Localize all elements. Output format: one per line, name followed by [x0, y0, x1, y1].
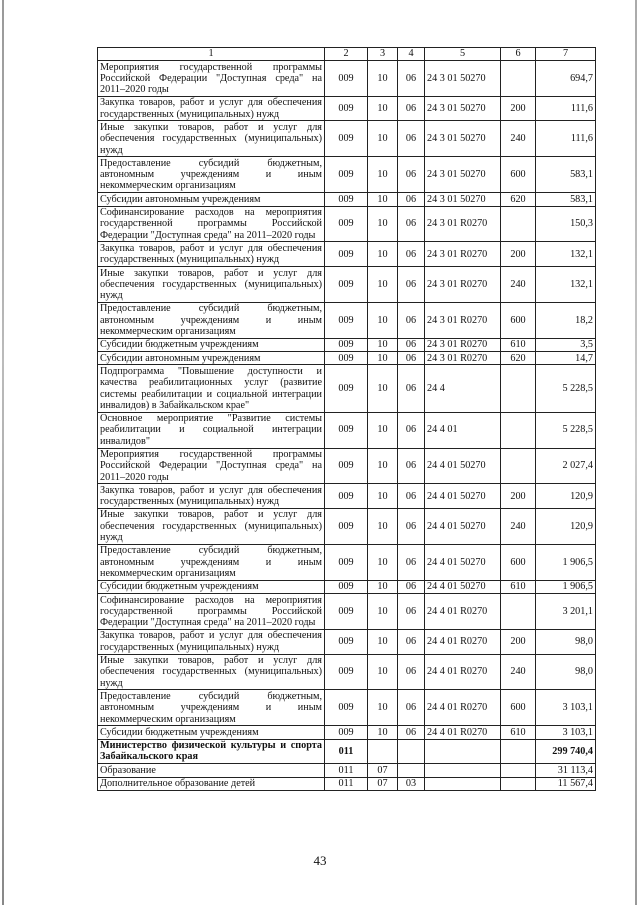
- cell-name: Предоставление субсидий бюджетным, автономным учреждениям и иным некоммерческим организациям: [98, 690, 325, 726]
- table-row: [98, 193, 596, 206]
- cell-name: Софинансирование расходов на мероприятия государственной программы Российской Федерации "Доступная среда" на 2011–2020 годы: [98, 594, 325, 630]
- cell-expense-type: 200: [501, 242, 536, 267]
- table-row: [98, 412, 596, 448]
- cell-admin-code: 009: [325, 544, 368, 580]
- cell-section: 10: [368, 629, 398, 654]
- table-row: [98, 365, 596, 412]
- cell-admin-code: 009: [325, 242, 368, 267]
- header-col-6: 6: [501, 48, 536, 61]
- cell-name: Мероприятия государственной программы Российской Федерации "Доступная среда" на 2011–2020 годы: [98, 61, 325, 97]
- header-col-1: 1: [98, 48, 325, 61]
- cell-expense-type: 200: [501, 629, 536, 654]
- table-row: [98, 338, 596, 351]
- cell-subsection: 06: [398, 96, 425, 121]
- cell-target-article: 24 4: [425, 365, 501, 412]
- cell-expense-type: 620: [501, 193, 536, 206]
- cell-subsection: 06: [398, 242, 425, 267]
- cell-admin-code: 011: [325, 739, 368, 764]
- cell-target-article: 24 4 01 R0270: [425, 726, 501, 739]
- cell-section: 10: [368, 484, 398, 509]
- cell-expense-type: [501, 365, 536, 412]
- cell-amount: 583,1: [536, 193, 596, 206]
- cell-expense-type: 600: [501, 544, 536, 580]
- table-row: [98, 654, 596, 690]
- cell-amount: 1 906,5: [536, 580, 596, 593]
- cell-target-article: 24 4 01 R0270: [425, 594, 501, 630]
- cell-section: 10: [368, 302, 398, 338]
- cell-admin-code: 009: [325, 508, 368, 544]
- cell-amount: 98,0: [536, 654, 596, 690]
- cell-section: 10: [368, 412, 398, 448]
- cell-target-article: 24 4 01 50270: [425, 544, 501, 580]
- table-row: [98, 690, 596, 726]
- cell-subsection: 06: [398, 544, 425, 580]
- cell-amount: 3 103,1: [536, 690, 596, 726]
- cell-section: 10: [368, 448, 398, 484]
- cell-amount: 111,6: [536, 96, 596, 121]
- cell-admin-code: 009: [325, 267, 368, 303]
- cell-name: Иные закупки товаров, работ и услуг для обеспечения государственных (муниципальных) нужд: [98, 121, 325, 157]
- cell-section: 10: [368, 726, 398, 739]
- cell-target-article: 24 4 01 50270: [425, 484, 501, 509]
- cell-amount: 120,9: [536, 484, 596, 509]
- table-body: [98, 61, 596, 791]
- cell-amount: 98,0: [536, 629, 596, 654]
- cell-section: 10: [368, 365, 398, 412]
- table-row: [98, 777, 596, 790]
- cell-admin-code: 009: [325, 96, 368, 121]
- cell-section: 10: [368, 193, 398, 206]
- table-row: [98, 121, 596, 157]
- cell-subsection: 06: [398, 61, 425, 97]
- cell-admin-code: 009: [325, 654, 368, 690]
- cell-name: Субсидии автономным учреждениям: [98, 193, 325, 206]
- cell-expense-type: [501, 594, 536, 630]
- cell-target-article: 24 3 01 50270: [425, 96, 501, 121]
- cell-section: 10: [368, 61, 398, 97]
- cell-name: Подпрограмма "Повышение доступности и качества реабилитационных услуг (развитие системы реабилитации и социальной интеграции инвалидов) в Забайкальском крае": [98, 365, 325, 412]
- cell-expense-type: 240: [501, 121, 536, 157]
- cell-subsection: 06: [398, 508, 425, 544]
- cell-section: 10: [368, 654, 398, 690]
- header-col-4: 4: [398, 48, 425, 61]
- cell-subsection: 06: [398, 726, 425, 739]
- cell-target-article: [425, 764, 501, 777]
- table-header-row: [98, 48, 596, 61]
- cell-amount: 694,7: [536, 61, 596, 97]
- cell-name: Субсидии бюджетным учреждениям: [98, 726, 325, 739]
- cell-expense-type: 240: [501, 267, 536, 303]
- cell-admin-code: 009: [325, 157, 368, 193]
- table-row: [98, 157, 596, 193]
- cell-expense-type: 600: [501, 302, 536, 338]
- table-row: [98, 580, 596, 593]
- cell-subsection: 06: [398, 365, 425, 412]
- cell-expense-type: 620: [501, 352, 536, 365]
- table-row: [98, 508, 596, 544]
- table-row: [98, 242, 596, 267]
- cell-subsection: 06: [398, 193, 425, 206]
- cell-admin-code: 009: [325, 412, 368, 448]
- cell-admin-code: 011: [325, 777, 368, 790]
- cell-name: Субсидии бюджетным учреждениям: [98, 580, 325, 593]
- cell-section: 10: [368, 157, 398, 193]
- table-row: [98, 448, 596, 484]
- cell-subsection: 06: [398, 157, 425, 193]
- cell-amount: 583,1: [536, 157, 596, 193]
- scan-edge-right: [635, 0, 637, 905]
- cell-target-article: 24 4 01 R0270: [425, 654, 501, 690]
- cell-amount: 3 103,1: [536, 726, 596, 739]
- cell-amount: 3 201,1: [536, 594, 596, 630]
- cell-subsection: 06: [398, 594, 425, 630]
- cell-target-article: 24 3 01 R0270: [425, 267, 501, 303]
- cell-target-article: 24 4 01 R0270: [425, 690, 501, 726]
- cell-subsection: 06: [398, 412, 425, 448]
- cell-admin-code: 009: [325, 594, 368, 630]
- cell-section: 10: [368, 121, 398, 157]
- cell-section: 10: [368, 508, 398, 544]
- page-number: 43: [313, 853, 327, 868]
- cell-target-article: 24 3 01 R0270: [425, 242, 501, 267]
- budget-table: [97, 47, 596, 791]
- cell-expense-type: 240: [501, 654, 536, 690]
- cell-admin-code: 009: [325, 690, 368, 726]
- cell-amount: 2 027,4: [536, 448, 596, 484]
- cell-expense-type: [501, 764, 536, 777]
- cell-name: Субсидии автономным учреждениям: [98, 352, 325, 365]
- cell-name: Субсидии бюджетным учреждениям: [98, 338, 325, 351]
- cell-target-article: 24 4 01 R0270: [425, 629, 501, 654]
- cell-expense-type: [501, 739, 536, 764]
- cell-name: Министерство физической культуры и спорта Забайкальского края: [98, 739, 325, 764]
- cell-name: Закупка товаров, работ и услуг для обеспечения государственных (муниципальных) нужд: [98, 242, 325, 267]
- cell-subsection: 06: [398, 448, 425, 484]
- cell-admin-code: 009: [325, 302, 368, 338]
- cell-subsection: 06: [398, 690, 425, 726]
- header-col-3: 3: [368, 48, 398, 61]
- cell-expense-type: 610: [501, 726, 536, 739]
- cell-amount: 111,6: [536, 121, 596, 157]
- cell-target-article: 24 3 01 R0270: [425, 338, 501, 351]
- cell-amount: 299 740,4: [536, 739, 596, 764]
- cell-expense-type: [501, 206, 536, 242]
- table-row: [98, 594, 596, 630]
- cell-admin-code: 009: [325, 61, 368, 97]
- cell-subsection: 06: [398, 654, 425, 690]
- cell-target-article: 24 3 01 50270: [425, 121, 501, 157]
- cell-amount: 1 906,5: [536, 544, 596, 580]
- cell-admin-code: 009: [325, 365, 368, 412]
- cell-section: 07: [368, 764, 398, 777]
- table-row: [98, 629, 596, 654]
- cell-amount: 14,7: [536, 352, 596, 365]
- cell-admin-code: 009: [325, 121, 368, 157]
- cell-amount: 5 228,5: [536, 412, 596, 448]
- cell-target-article: 24 3 01 R0270: [425, 206, 501, 242]
- table-row: [98, 544, 596, 580]
- cell-subsection: 06: [398, 302, 425, 338]
- cell-name: Иные закупки товаров, работ и услуг для обеспечения государственных (муниципальных) нужд: [98, 654, 325, 690]
- table-row: [98, 726, 596, 739]
- cell-subsection: 06: [398, 629, 425, 654]
- cell-admin-code: 009: [325, 726, 368, 739]
- cell-section: 10: [368, 352, 398, 365]
- cell-amount: 3,5: [536, 338, 596, 351]
- cell-admin-code: 009: [325, 580, 368, 593]
- cell-name: Закупка товаров, работ и услуг для обеспечения государственных (муниципальных) нужд: [98, 484, 325, 509]
- cell-name: Закупка товаров, работ и услуг для обеспечения государственных (муниципальных) нужд: [98, 629, 325, 654]
- cell-expense-type: [501, 61, 536, 97]
- table-row: [98, 302, 596, 338]
- table-row: [98, 739, 596, 764]
- table-row: [98, 484, 596, 509]
- cell-subsection: 03: [398, 777, 425, 790]
- cell-expense-type: 200: [501, 96, 536, 121]
- cell-target-article: 24 4 01: [425, 412, 501, 448]
- cell-target-article: 24 4 01 50270: [425, 508, 501, 544]
- cell-target-article: [425, 739, 501, 764]
- cell-target-article: 24 3 01 R0270: [425, 302, 501, 338]
- cell-expense-type: [501, 448, 536, 484]
- cell-name: Основное мероприятие "Развитие системы реабилитации и социальной интеграции инвалидов": [98, 412, 325, 448]
- cell-name: Предоставление субсидий бюджетным, автономным учреждениям и иным некоммерческим организациям: [98, 302, 325, 338]
- cell-target-article: 24 3 01 R0270: [425, 352, 501, 365]
- cell-section: 07: [368, 777, 398, 790]
- cell-section: [368, 739, 398, 764]
- cell-subsection: 06: [398, 580, 425, 593]
- cell-subsection: 06: [398, 267, 425, 303]
- header-col-7: 7: [536, 48, 596, 61]
- cell-name: Предоставление субсидий бюджетным, автономным учреждениям и иным некоммерческим организациям: [98, 157, 325, 193]
- cell-expense-type: 600: [501, 690, 536, 726]
- cell-expense-type: 200: [501, 484, 536, 509]
- cell-expense-type: 600: [501, 157, 536, 193]
- cell-subsection: 06: [398, 352, 425, 365]
- cell-admin-code: 009: [325, 448, 368, 484]
- cell-amount: 31 113,4: [536, 764, 596, 777]
- table-row: [98, 764, 596, 777]
- cell-name: Дополнительное образование детей: [98, 777, 325, 790]
- cell-subsection: [398, 739, 425, 764]
- cell-expense-type: 610: [501, 580, 536, 593]
- cell-name: Иные закупки товаров, работ и услуг для обеспечения государственных (муниципальных) нужд: [98, 508, 325, 544]
- cell-amount: 5 228,5: [536, 365, 596, 412]
- cell-name: Софинансирование расходов на мероприятия государственной программы Российской Федерации "Доступная среда" на 2011–2020 годы: [98, 206, 325, 242]
- cell-admin-code: 009: [325, 338, 368, 351]
- cell-subsection: 06: [398, 338, 425, 351]
- scan-edge-left: [2, 0, 4, 905]
- cell-section: 10: [368, 594, 398, 630]
- cell-section: 10: [368, 206, 398, 242]
- cell-target-article: 24 4 01 50270: [425, 580, 501, 593]
- cell-section: 10: [368, 96, 398, 121]
- header-col-5: 5: [425, 48, 501, 61]
- cell-section: 10: [368, 338, 398, 351]
- cell-amount: 120,9: [536, 508, 596, 544]
- cell-expense-type: 240: [501, 508, 536, 544]
- cell-subsection: 06: [398, 484, 425, 509]
- cell-admin-code: 009: [325, 193, 368, 206]
- cell-amount: 132,1: [536, 267, 596, 303]
- cell-amount: 11 567,4: [536, 777, 596, 790]
- cell-section: 10: [368, 242, 398, 267]
- cell-target-article: 24 4 01 50270: [425, 448, 501, 484]
- cell-subsection: [398, 764, 425, 777]
- table-row: [98, 267, 596, 303]
- table-row: [98, 206, 596, 242]
- table-row: [98, 96, 596, 121]
- cell-section: 10: [368, 267, 398, 303]
- table-row: [98, 61, 596, 97]
- cell-section: 10: [368, 544, 398, 580]
- cell-target-article: 24 3 01 50270: [425, 157, 501, 193]
- cell-target-article: 24 3 01 50270: [425, 61, 501, 97]
- cell-target-article: [425, 777, 501, 790]
- cell-target-article: 24 3 01 50270: [425, 193, 501, 206]
- cell-admin-code: 009: [325, 206, 368, 242]
- cell-name: Предоставление субсидий бюджетным, автономным учреждениям и иным некоммерческим организациям: [98, 544, 325, 580]
- cell-expense-type: [501, 412, 536, 448]
- cell-section: 10: [368, 690, 398, 726]
- cell-admin-code: 009: [325, 484, 368, 509]
- cell-admin-code: 011: [325, 764, 368, 777]
- cell-subsection: 06: [398, 206, 425, 242]
- cell-subsection: 06: [398, 121, 425, 157]
- cell-name: Закупка товаров, работ и услуг для обеспечения государственных (муниципальных) нужд: [98, 96, 325, 121]
- cell-section: 10: [368, 580, 398, 593]
- cell-name: Образование: [98, 764, 325, 777]
- header-col-2: 2: [325, 48, 368, 61]
- cell-amount: 18,2: [536, 302, 596, 338]
- cell-expense-type: [501, 777, 536, 790]
- cell-name: Мероприятия государственной программы Российской Федерации "Доступная среда" на 2011–2020 годы: [98, 448, 325, 484]
- cell-amount: 150,3: [536, 206, 596, 242]
- cell-admin-code: 009: [325, 352, 368, 365]
- cell-amount: 132,1: [536, 242, 596, 267]
- cell-name: Иные закупки товаров, работ и услуг для обеспечения государственных (муниципальных) нужд: [98, 267, 325, 303]
- cell-admin-code: 009: [325, 629, 368, 654]
- cell-expense-type: 610: [501, 338, 536, 351]
- table-row: [98, 352, 596, 365]
